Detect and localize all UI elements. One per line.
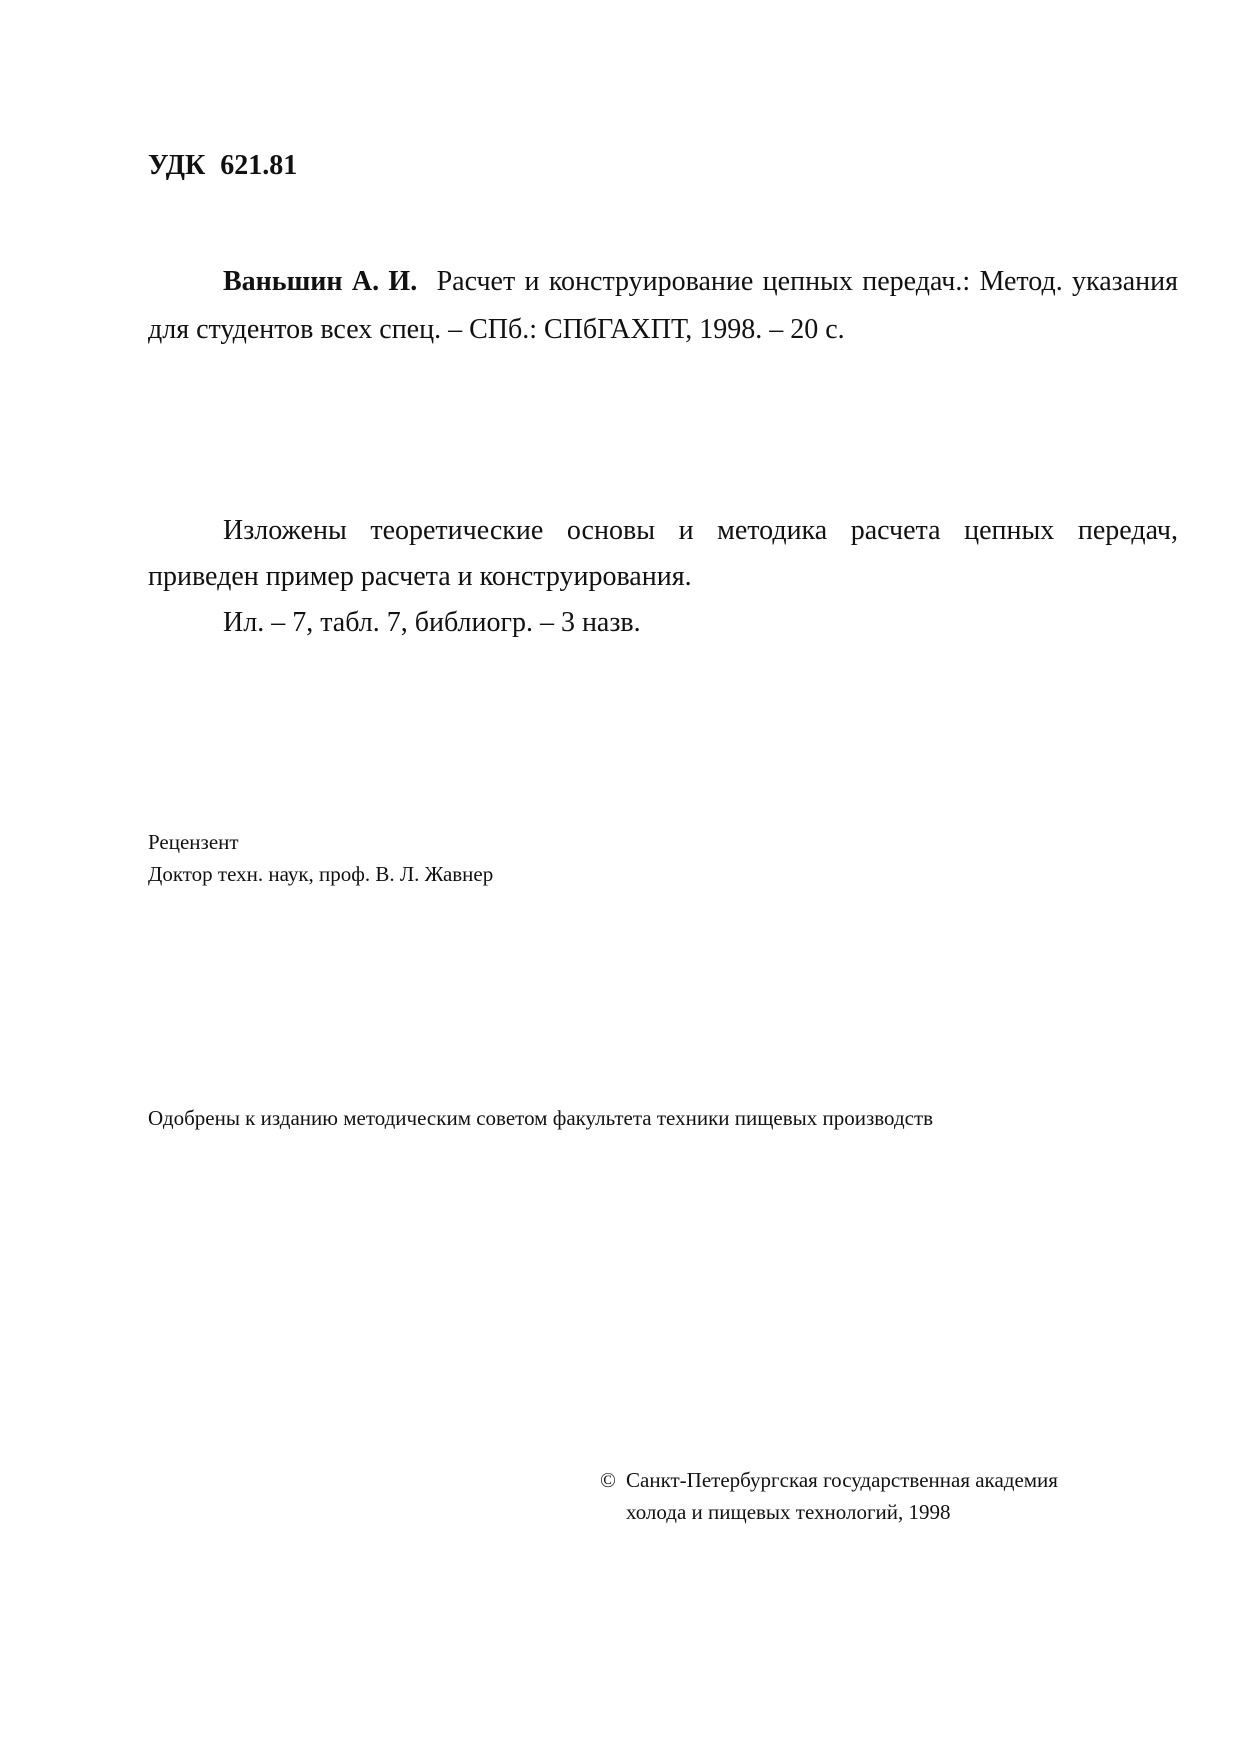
reviewer-block [148, 826, 493, 890]
reviewer-name: Доктор техн. наук, проф. В. Л. Жавнер [148, 862, 494, 886]
abstract [148, 508, 1178, 646]
copyright-symbol: © [600, 1468, 616, 1492]
copyright-line-2: холода и пищевых технологий, 1998 [626, 1500, 951, 1524]
approval-note: Одобрены к изданию методическим советом факультета техники пищевых производств [148, 1106, 934, 1130]
abstract-paragraph: Изложены теоретические основы и методика расчета цепных передач, приведен пример расчета и конструирования. [148, 515, 1178, 592]
reviewer-label: Рецензент [148, 830, 239, 854]
bibliographic-record [148, 258, 1178, 354]
copyright-block [600, 1464, 1058, 1528]
udk-code: УДК 621.81 [148, 150, 298, 181]
author-name: Ваньшин А. И. [223, 266, 418, 297]
abstract-stats: Ил. – 7, табл. 7, библиогр. – 3 назв. [223, 607, 641, 638]
copyright-line-1: Санкт-Петербургская государственная академия [626, 1468, 1058, 1492]
bibliographic-description: Расчет и конструирование цепных передач.: Метод. указания для студентов всех спец. – СПб.: СПбГАХПТ, 1998. – 20 с. [148, 266, 1179, 345]
